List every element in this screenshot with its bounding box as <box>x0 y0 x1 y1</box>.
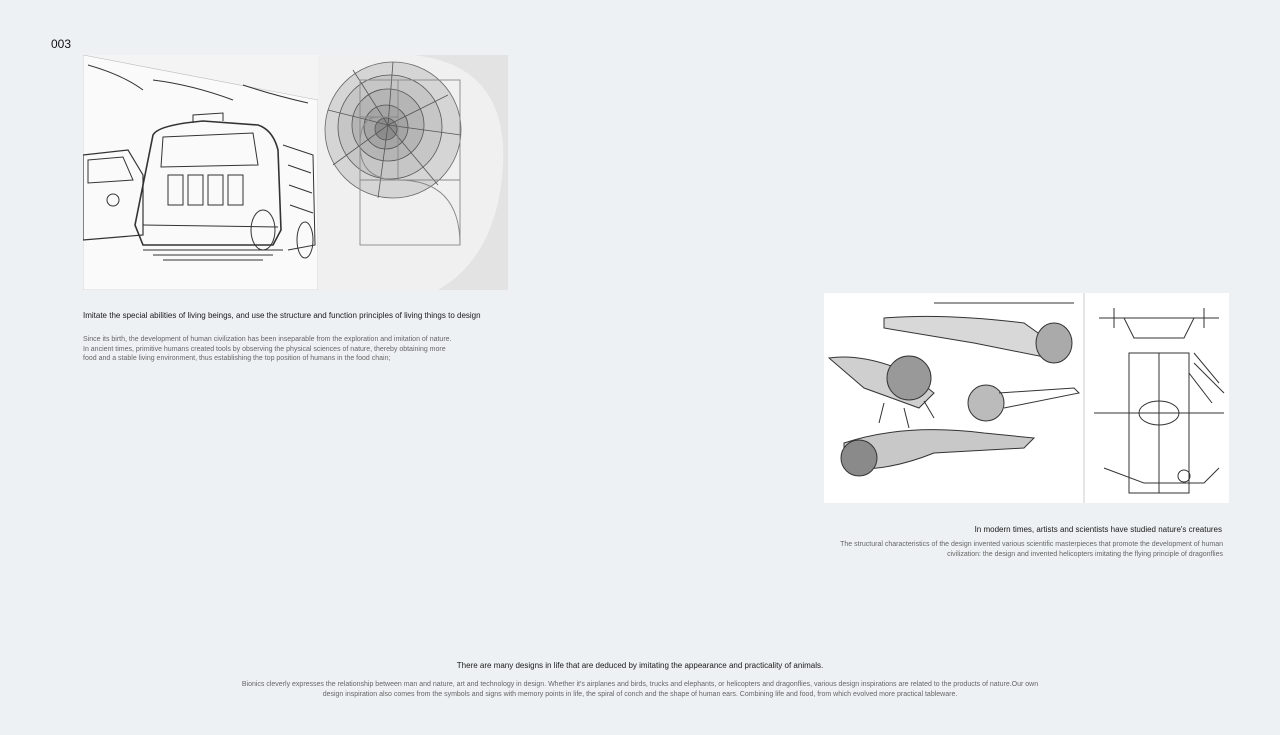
page-number: 003 <box>51 37 72 51</box>
section-bottom-body: Bionics cleverly expresses the relationship between man and nature, art and technology in design. Whether it's airplanes and birds, trucks and elephants, or helicopters and dragonflies, various design inspirations are related to the products of nature.Our own design inspiration also comes from the symbols and signs with memory points in life, the spiral of conch and the shape of human ears. Combining life and food, from which evolved more practical tableware. <box>241 681 1039 698</box>
bionics-image-pair <box>83 55 508 290</box>
section-top-heading: Imitate the special abilities of living beings, and use the structure and function principles of living things to design <box>83 311 481 320</box>
helicopter-sketch-image <box>824 293 1229 503</box>
nautilus-spiral-image <box>318 55 508 290</box>
section-right-heading: In modern times, artists and scientists have studied nature's creatures <box>974 525 1222 534</box>
truck-sketch-image <box>83 55 318 290</box>
section-top-body: Since its birth, the development of human civilization has been inseparable from the exploration and imitation of nature. In ancient times, primitive humans created tools by observing the physical sciences of nature, thereby obtaining more food and a stable living environment, thus establishing the top position of humans in the food chain; <box>83 336 452 362</box>
section-bottom-heading: There are many designs in life that are deduced by imitating the appearance and practicality of animals. <box>456 661 824 670</box>
section-right-body: The structural characteristics of the design invented various scientific masterpieces that promote the development of human civilization: the design and invented helicopters imitating the flying principle of dragonflies <box>840 541 1223 558</box>
